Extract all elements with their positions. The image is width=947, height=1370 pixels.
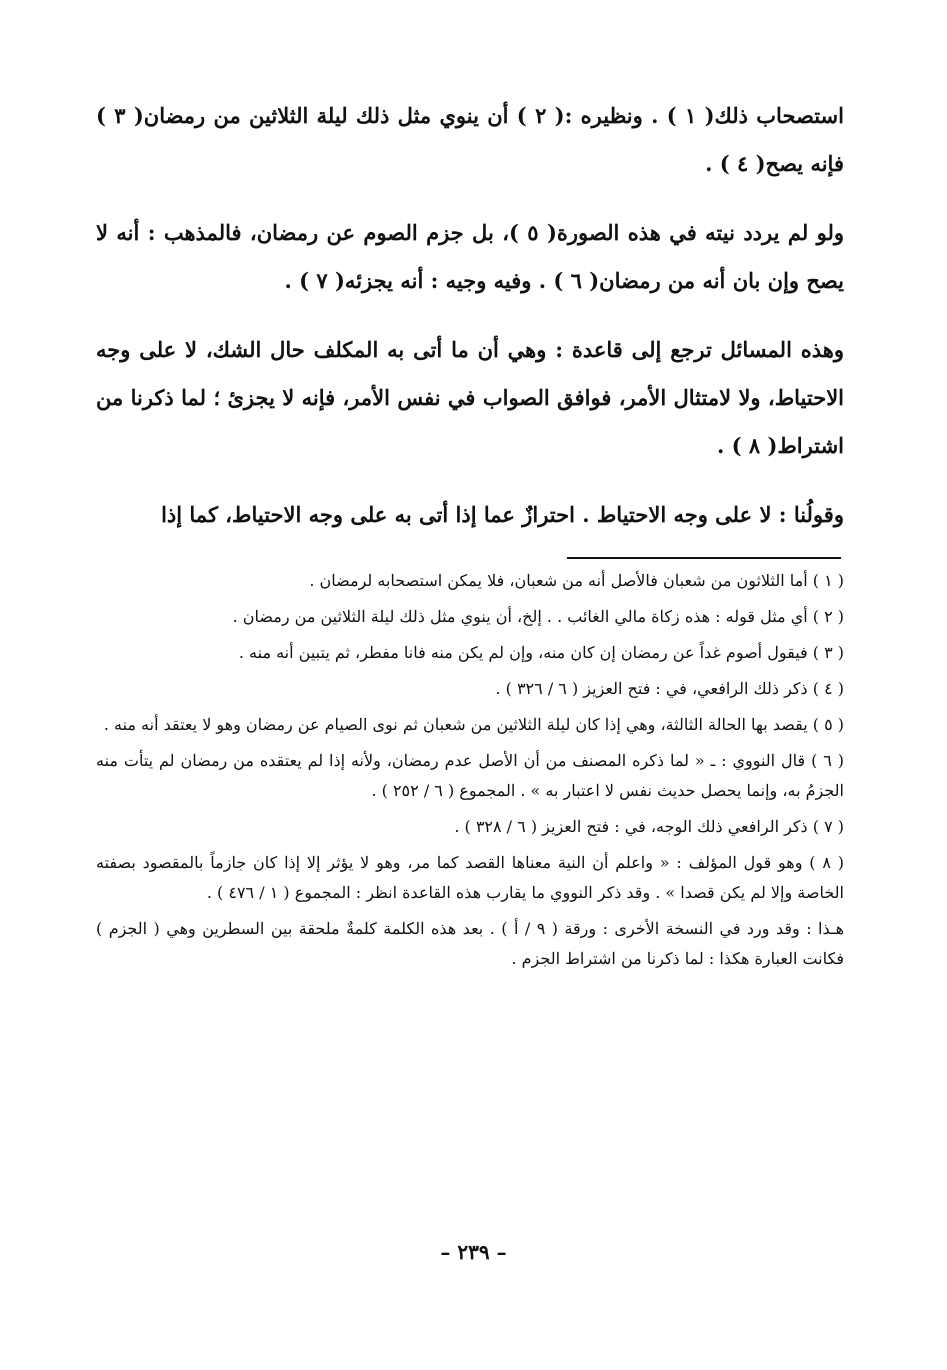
paragraph-4: وقولُنا : لا على وجه الاحتياط . احترازٌ عما إذا أتى به على وجه الاحتياط، كما إذا (161, 502, 844, 527)
footnote-5: ( ٥ ) يقصد بها الحالة الثالثة، وهي إذا كان ليلة الثلاثين من شعبان ثم نوى الصيام عن رمضان وهو لا يعتقد أنه منه . (103, 715, 844, 734)
paragraph-1: استصحاب ذلك( ١ ) . ونظيره :( ٢ ) أن ينوي مثل ذلك ليلة الثلاثين من رمضان( ٣ ) فإنه يصح( ٤ ) . (96, 103, 844, 176)
paragraph-2: ولو لم يردد نيته في هذه الصورة( ٥ )، بل جزم الصوم عن رمضان، فالمذهب : أنه لا يصح وإن بان أنه من رمضان( ٦ ) . وفيه وجيه : أنه يجزئه( ٧ ) . (96, 220, 844, 293)
footnote-4: ( ٤ ) ذكر ذلك الرافعي، في : فتح العزيز ( ٦ / ٣٢٦ ) . (495, 679, 844, 698)
footnotes (96, 566, 844, 980)
footnote-6: ( ٦ ) قال النووي : ـ « لما ذكره المصنف من أن الأصل عدم رمضان، ولأنه إذا لم يعتقده من رمضان لم يتأت منه الجزمُ به، وإنما يحصل حديث نفس لا اعتبار به » . المجموع ( ٦ / ٢٥٢ ) . (96, 751, 845, 800)
footnote-editor-note: هـذا : وقد ورد في النسخة الأخرى : ورقة ( ٩ / أ ) . بعد هذه الكلمة كلمةٌ ملحقة بين السطرين وهي ( الجزم ) فكانت العبارة هكذا : لما ذكرنا من اشتراط الجزم . (96, 919, 845, 968)
page-number: – ٢٣٩ – (440, 1240, 507, 1264)
paragraph-3: وهذه المسائل ترجع إلى قاعدة : وهي أن ما أتى به المكلف حال الشك، لا على وجه الاحتياط، ولا لامتثال الأمر، فوافق الصواب في نفس الأمر، فإنه لا يجزئ ؛ لما ذكرنا من اشتراط( ٨ ) . (96, 337, 844, 458)
footnote-2: ( ٢ ) أي مثل قوله : هذه زكاة مالي الغائب . . إلخ، أن ينوي مثل ذلك ليلة الثلاثين من رمضان . (232, 607, 844, 626)
footnote-7: ( ٧ ) ذكر الرافعي ذلك الوجه، في : فتح العزيز ( ٦ / ٣٢٨ ) . (454, 817, 844, 836)
footnote-1: ( ١ ) أما الثلاثون من شعبان فالأصل أنه من شعبان، فلا يمكن استصحابه لرمضان . (309, 571, 844, 590)
footnote-divider (567, 557, 841, 559)
footnote-3: ( ٣ ) فيقول أصوم غداً عن رمضان إن كان منه، وإن لم يكن منه فانا مفطر، ثم يتبين أنه منه . (238, 643, 844, 662)
main-text (96, 92, 844, 560)
footnote-8: ( ٨ ) وهو قول المؤلف : « واعلم أن النية معناها القصد كما مر، وهو لا يؤثر إلا إذا كان جازماً بالمقصود بصفته الخاصة وإلا لم يكن قصدا » . وقد ذكر النووي ما يقارب هذه القاعدة انظر : المجموع ( ١ / ٤٧٦ ) . (96, 853, 844, 902)
